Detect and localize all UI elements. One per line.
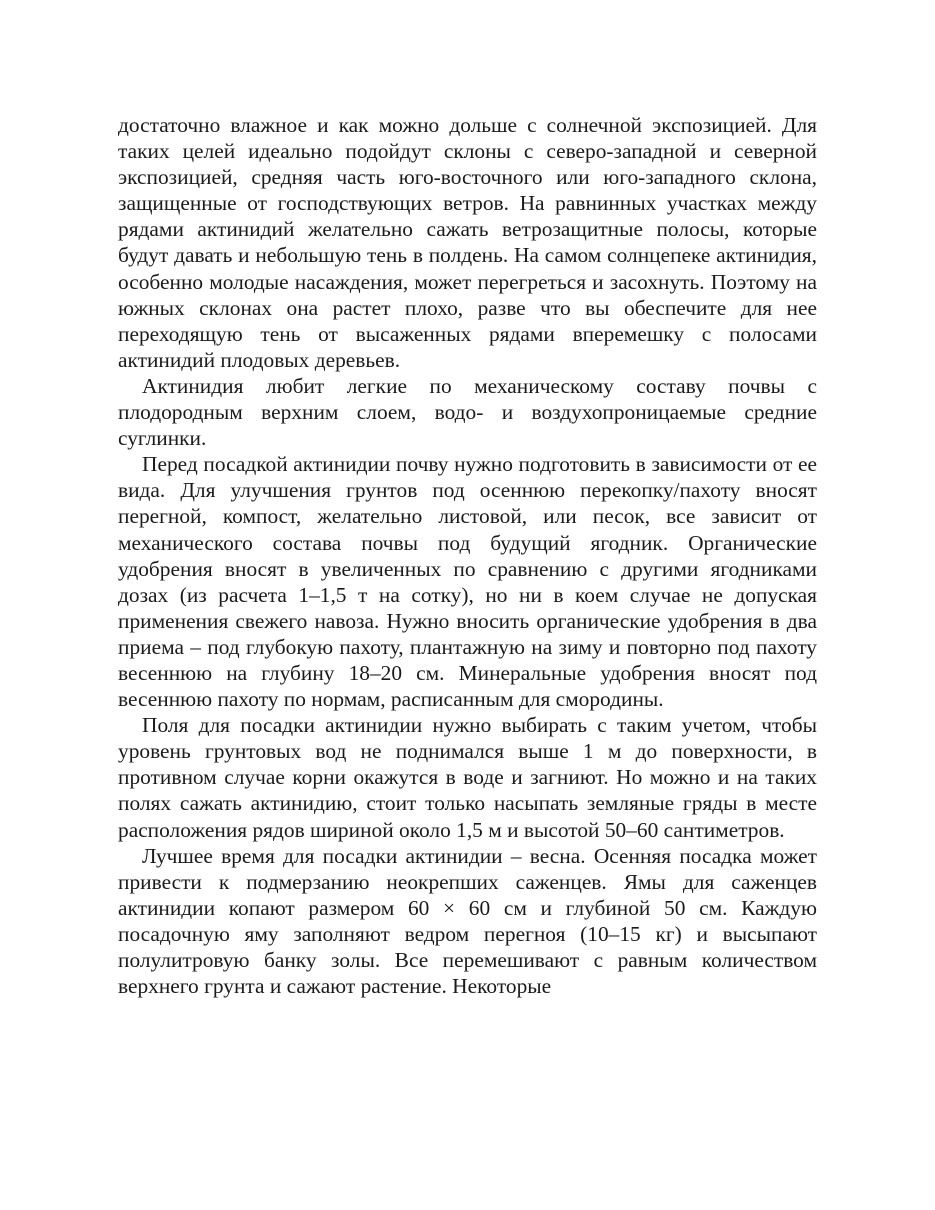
paragraph-soil-type: Актинидия любит легкие по механическому составу почвы с плодородным верхним слоем, водо- и воздухопроницаемые средние суглинки.	[118, 373, 817, 451]
paragraph-groundwater: Поля для посадки актинидии нужно выбирать с таким учетом, чтобы уровень грунтовых вод не поднимался выше 1 м до поверхности, в противном случае корни окажутся в воде и загниют. Но можно и на таких полях сажать актинидию, стоит только насыпать земляные гряды в месте расположения рядов шириной около 1,5 м и высотой 50–60 сантиметров.	[118, 713, 817, 842]
paragraph-planting-time: Лучшее время для посадки актинидии – весна. Осенняя посадка может привести к подмерзанию неокрепших саженцев. Ямы для саженцев актинидии копают размером 60 × 60 см и глубиной 50 см. Каждую посадочную яму заполняют ведром перегноя (10–15 кг) и высыпают полулитровую банку золы. Все перемешивают с равным количеством верхнего грунта и сажают растение. Некоторые	[118, 843, 817, 999]
document-page	[118, 112, 817, 999]
paragraph-site-exposure: достаточно влажное и как можно дольше с солнечной экспозицией. Для таких целей идеально подойдут склоны с северо-западной и северной экспозицией, средняя часть юго-восточного или юго-западного склона, защищенные от господствующих ветров. На равнинных участках между рядами актинидий желательно сажать ветрозащитные полосы, которые будут давать и небольшую тень в полдень. На самом солнцепеке актинидия, особенно молодые насаждения, может перегреться и засохнуть. Поэтому на южных склонах она растет плохо, разве что вы обеспечите для нее переходящую тень от высаженных рядами вперемешку с полосами актинидий плодовых деревьев.	[118, 113, 817, 372]
paragraph-soil-preparation: Перед посадкой актинидии почву нужно подготовить в зависимости от ее вида. Для улучшения грунтов под осеннюю перекопку/пахоту вносят перегной, компост, желательно листовой, или песок, все зависит от механического состава почвы под будущий ягодник. Органические удобрения вносят в увеличенных по сравнению с другими ягодниками дозах (из расчета 1–1,5 т на сотку), но ни в коем случае не допуская применения свежего навоза. Нужно вносить органические удобрения в два приема – под глубокую пахоту, плантажную на зиму и повторно под пахоту весеннюю на глубину 18–20 см. Минеральные удобрения вносят под весеннюю пахоту по нормам, расписанным для смородины.	[118, 452, 817, 712]
